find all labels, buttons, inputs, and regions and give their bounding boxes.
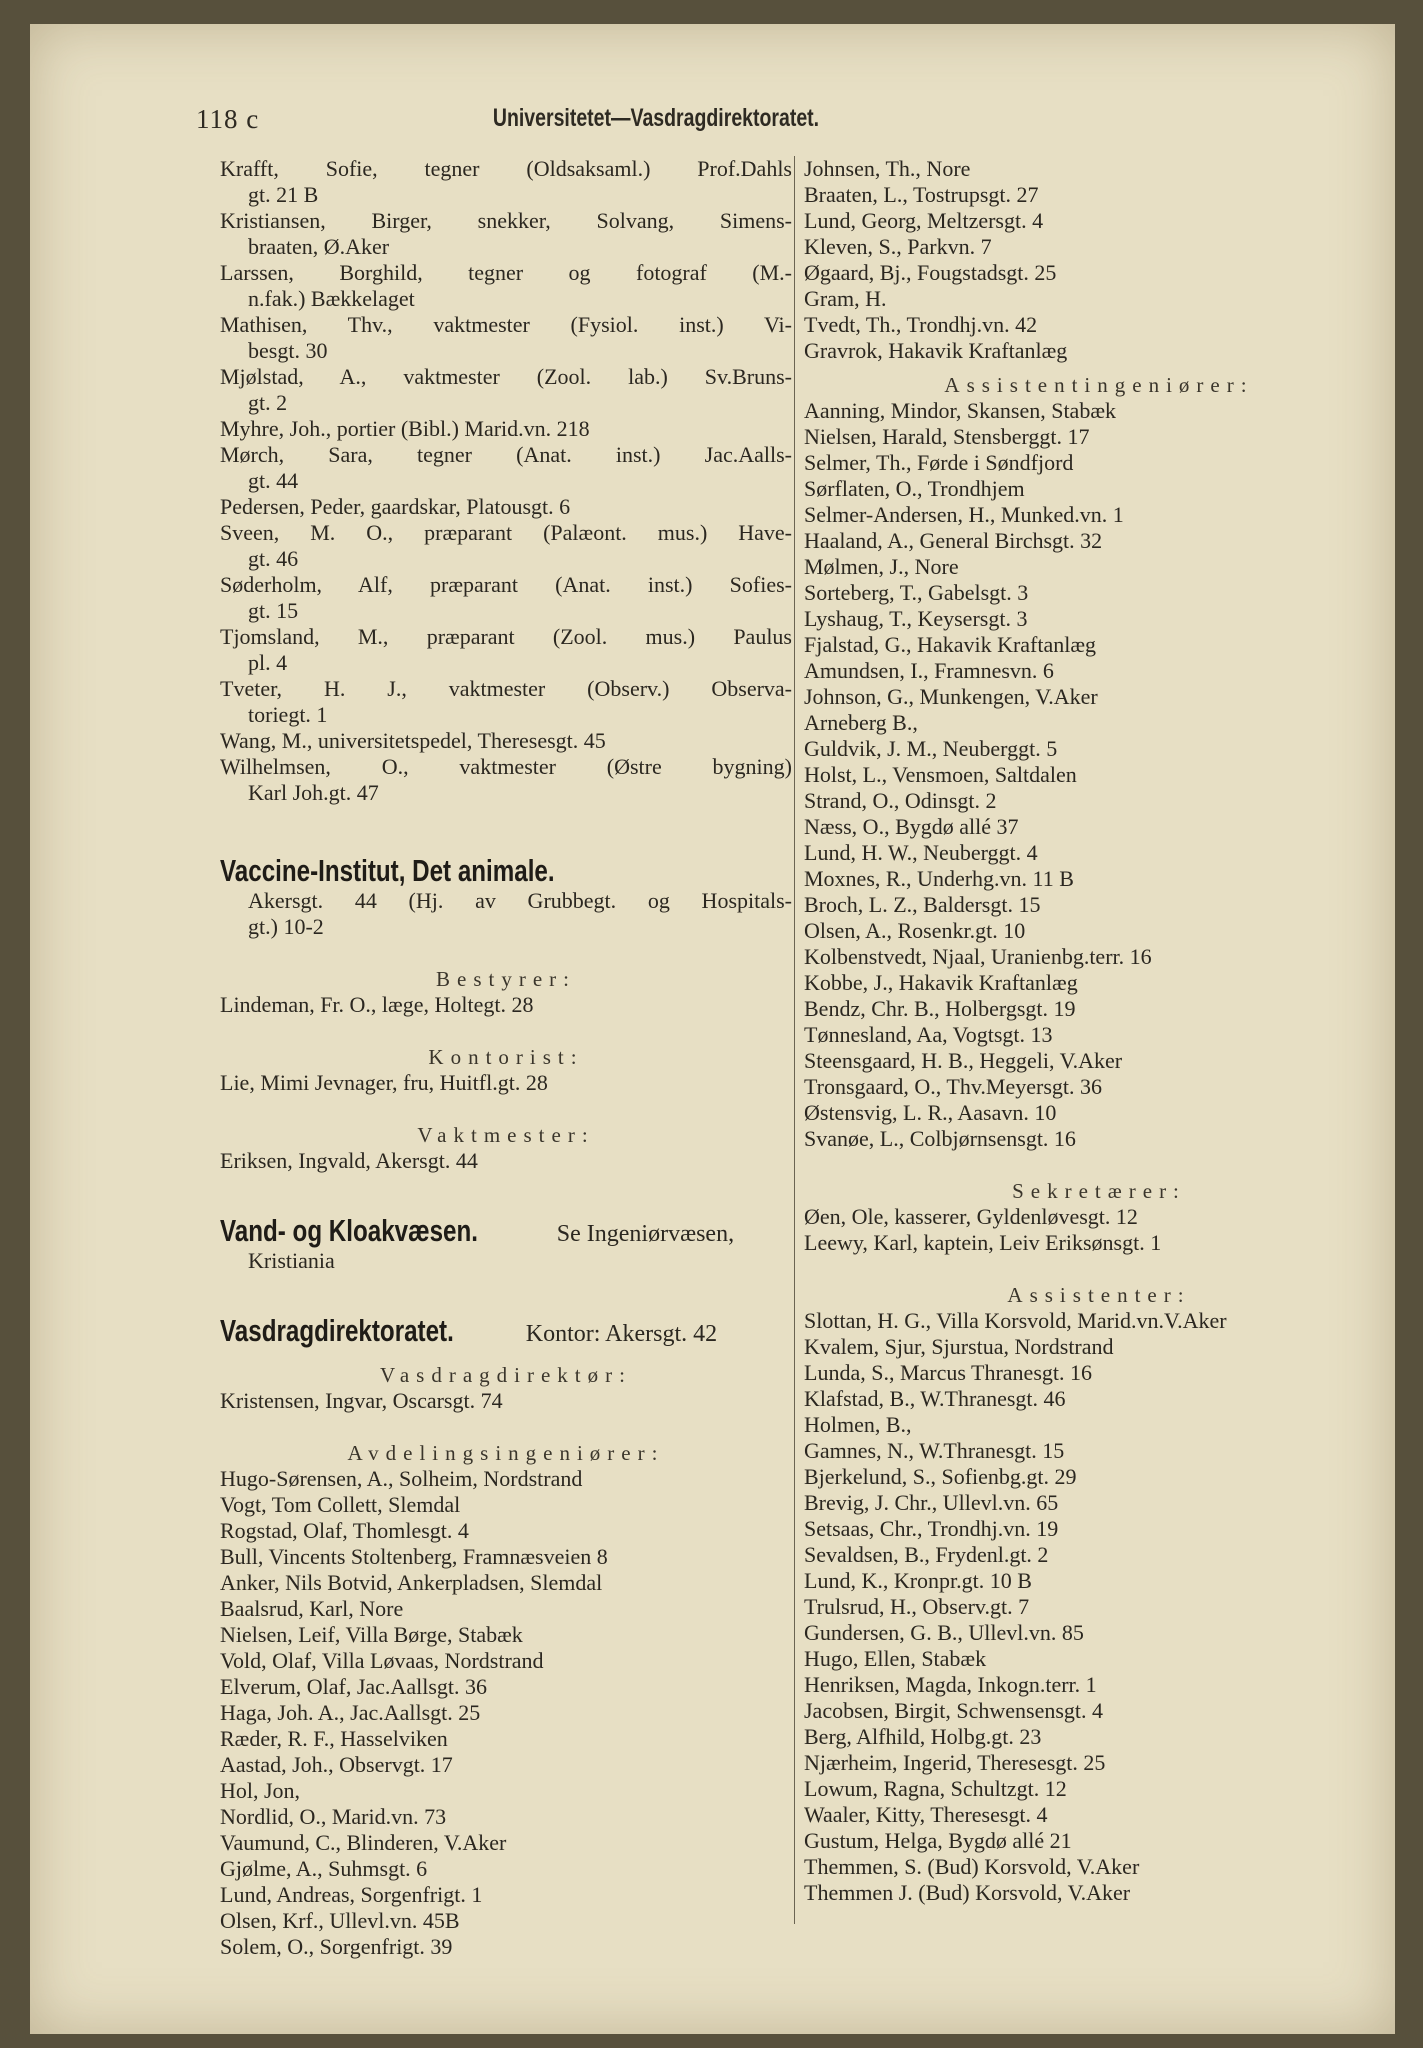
list-item: Østensvig, L. R., Aasavn. 10 bbox=[804, 1100, 1057, 1125]
list-item: Johnson, G., Munkengen, V.Aker bbox=[804, 684, 1098, 709]
list-item bbox=[220, 754, 792, 806]
list-item: Olsen, Krf., Ullevl.vn. 45B bbox=[220, 1908, 460, 1933]
list-item: Lund, K., Kronpr.gt. 10 B bbox=[804, 1568, 1032, 1593]
list-item: Gjølme, A., Suhmsgt. 6 bbox=[220, 1856, 428, 1881]
continued-engineer-list bbox=[804, 156, 1394, 364]
page-number: 118 c bbox=[196, 104, 260, 134]
vaccine-heading bbox=[220, 854, 792, 888]
list-item: Selmer-Andersen, H., Munked.vn. 1 bbox=[804, 502, 1124, 527]
entry-line: Tjomsland, M., præparant (Zool. mus.) Paulus bbox=[220, 624, 792, 649]
entry-line: Mathisen, Thv., vaktmester (Fysiol. inst.) Vi- bbox=[220, 312, 792, 337]
list-item: Tvedt, Th., Trondhj.vn. 42 bbox=[804, 312, 1038, 337]
list-item: Hugo-Sørensen, A., Solheim, Nordstrand bbox=[220, 1466, 583, 1491]
entry-line: Sveen, M. O., præparant (Palæont. mus.) Have- bbox=[220, 520, 792, 545]
list-item: Haaland, A., General Birchsgt. 32 bbox=[804, 528, 1103, 553]
direktor-heading: Vasdragdirektør: bbox=[380, 1363, 632, 1387]
sekretaerer-list bbox=[804, 1204, 1394, 1256]
left-column bbox=[220, 156, 792, 1960]
entry-line: Søderholm, Alf, præparant (Anat. inst.) Sofies- bbox=[220, 572, 792, 597]
list-item: Kobbe, J., Hakavik Kraftanlæg bbox=[804, 970, 1078, 995]
avdelingsingeniorer-heading: Avdelingsingeniører: bbox=[347, 1441, 665, 1465]
list-item bbox=[220, 728, 792, 754]
list-item: Lunda, S., Marcus Thranesgt. 16 bbox=[804, 1360, 1092, 1385]
list-item: Kvalem, Sjur, Sjurstua, Nordstrand bbox=[804, 1334, 1114, 1359]
bestyrer-heading: Bestyrer: bbox=[436, 967, 576, 991]
bestyrer-entry: Lindeman, Fr. O., læge, Holtegt. 28 bbox=[220, 992, 534, 1017]
list-item: Holst, L., Vensmoen, Saltdalen bbox=[804, 762, 1077, 787]
list-item: Bull, Vincents Stoltenberg, Framnæsveien 8 bbox=[220, 1544, 608, 1569]
right-column bbox=[804, 156, 1394, 1906]
vaccine-address-cont: gt.) 10-2 bbox=[248, 914, 324, 939]
entry-line: Wang, M., universitetspedel, Theresesgt. 45 bbox=[220, 728, 606, 753]
list-item: Slottan, H. G., Villa Korsvold, Marid.vn.V.Aker bbox=[804, 1308, 1227, 1333]
list-item: Øgaard, Bj., Fougstadsgt. 25 bbox=[804, 260, 1057, 285]
list-item: Aanning, Mindor, Skansen, Stabæk bbox=[804, 398, 1116, 423]
entry-line: Pedersen, Peder, gaardskar, Platousgt. 6 bbox=[220, 494, 571, 519]
assistenter-heading: Assistenter: bbox=[1007, 1283, 1191, 1307]
list-item: Strand, O., Odinsgt. 2 bbox=[804, 788, 997, 813]
list-item: Setsaas, Chr., Trondhj.vn. 19 bbox=[804, 1516, 1059, 1541]
entry-continuation: gt. 44 bbox=[248, 468, 299, 493]
vaccine-address: Akersgt. 44 (Hj. av Grubbegt. og Hospitals- bbox=[248, 888, 792, 913]
list-item: Jacobsen, Birgit, Schwensensgt. 4 bbox=[804, 1698, 1104, 1723]
column-divider bbox=[794, 156, 795, 1924]
list-item: Solem, O., Sorgenfrigt. 39 bbox=[220, 1934, 453, 1959]
list-item bbox=[220, 624, 792, 676]
assistentingeniorer-heading: Assistentingeniører: bbox=[944, 373, 1254, 397]
list-item: Lund, Andreas, Sorgenfrigt. 1 bbox=[220, 1882, 483, 1907]
entry-line: Tveter, H. J., vaktmester (Observ.) Observa- bbox=[220, 676, 792, 701]
entry-continuation: gt. 15 bbox=[248, 598, 299, 623]
list-item: Holmen, B., bbox=[804, 1412, 912, 1437]
list-item: Haga, Joh. A., Jac.Aallsgt. 25 bbox=[220, 1700, 481, 1725]
list-item: Nielsen, Harald, Stensberggt. 17 bbox=[804, 424, 1090, 449]
vaccine-title: Vaccine-Institut, Det animale. bbox=[220, 853, 555, 888]
entry-continuation: braaten, Ø.Aker bbox=[248, 234, 390, 259]
vasdrag-office: Kontor: Akersgt. 42 bbox=[519, 1321, 718, 1347]
list-item: Johnsen, Th., Nore bbox=[804, 156, 971, 181]
entry-line: Kristiansen, Birger, snekker, Solvang, Simens- bbox=[220, 208, 792, 233]
list-item bbox=[220, 494, 792, 520]
list-item: Gamnes, N., W.Thranesgt. 15 bbox=[804, 1438, 1065, 1463]
list-item: Aastad, Joh., Observgt. 17 bbox=[220, 1752, 453, 1777]
assistentingeniorer-list bbox=[804, 398, 1394, 1152]
list-item bbox=[220, 416, 792, 442]
list-item: Amundsen, I., Framnesvn. 6 bbox=[804, 658, 1054, 683]
entry-line: Myhre, Joh., portier (Bibl.) Marid.vn. 218 bbox=[220, 416, 590, 441]
vand-reference: Se Ingeniørvæsen, bbox=[550, 1221, 735, 1247]
list-item: Lund, Georg, Meltzersgt. 4 bbox=[804, 208, 1044, 233]
assistenter-list bbox=[804, 1308, 1394, 1906]
list-item: Baalsrud, Karl, Nore bbox=[220, 1596, 404, 1621]
vaktmester-entry: Eriksen, Ingvald, Akersgt. 44 bbox=[220, 1148, 478, 1173]
entry-line: Krafft, Sofie, tegner (Oldsaksaml.) Prof.Dahls bbox=[220, 156, 792, 181]
page-header bbox=[196, 104, 1016, 140]
list-item: Anker, Nils Botvid, Ankerpladsen, Slemdal bbox=[220, 1570, 603, 1595]
vand-reference-cont: Kristiania bbox=[248, 1248, 335, 1273]
list-item: Vold, Olaf, Villa Løvaas, Nordstrand bbox=[220, 1648, 544, 1673]
list-item: Svanøe, L., Colbjørnsensgt. 16 bbox=[804, 1126, 1076, 1151]
entry-line: Larssen, Borghild, tegner og fotograf (M.- bbox=[220, 260, 792, 285]
list-item: Broch, L. Z., Baldersgt. 15 bbox=[804, 892, 1041, 917]
list-item: Fjalstad, G., Hakavik Kraftanlæg bbox=[804, 632, 1097, 657]
kontorist-heading: Kontorist: bbox=[428, 1045, 584, 1069]
list-item: Leewy, Karl, kaptein, Leiv Eriksønsgt. 1 bbox=[804, 1230, 1162, 1255]
list-item: Hugo, Ellen, Stabæk bbox=[804, 1646, 987, 1671]
list-item: Mølmen, J., Nore bbox=[804, 554, 959, 579]
list-item: Bendz, Chr. B., Holbergsgt. 19 bbox=[804, 996, 1076, 1021]
list-item: Bjerkelund, S., Sofienbg.gt. 29 bbox=[804, 1464, 1077, 1489]
vasdrag-heading bbox=[220, 1314, 792, 1348]
vand-title: Vand- og Kloakvæsen. bbox=[220, 1213, 478, 1248]
list-item: Braaten, L., Tostrupsgt. 27 bbox=[804, 182, 1039, 207]
list-item: Gravrok, Hakavik Kraftanlæg bbox=[804, 338, 1068, 363]
entry-line: Mørch, Sara, tegner (Anat. inst.) Jac.Aalls- bbox=[220, 442, 792, 467]
sekretaerer-heading: Sekretærer: bbox=[1012, 1179, 1186, 1203]
list-item: Moxnes, R., Underhg.vn. 11 B bbox=[804, 866, 1074, 891]
entry-continuation: gt. 2 bbox=[248, 390, 288, 415]
directory-page bbox=[30, 24, 1395, 2034]
list-item: Ræder, R. F., Hasselviken bbox=[220, 1726, 448, 1751]
list-item: Njærheim, Ingerid, Theresesgt. 25 bbox=[804, 1750, 1106, 1775]
list-item: Gram, H. bbox=[804, 286, 887, 311]
list-item: Gundersen, G. B., Ullevl.vn. 85 bbox=[804, 1620, 1084, 1645]
list-item: Trulsrud, H., Observ.gt. 7 bbox=[804, 1594, 1030, 1619]
list-item: Elverum, Olaf, Jac.Aallsgt. 36 bbox=[220, 1674, 487, 1699]
direktor-entry: Kristensen, Ingvar, Oscarsgt. 74 bbox=[220, 1388, 503, 1413]
kontorist-entry: Lie, Mimi Jevnager, fru, Huitfl.gt. 28 bbox=[220, 1070, 548, 1095]
list-item bbox=[220, 676, 792, 728]
avdelingsingeniorer-list bbox=[220, 1466, 792, 1960]
list-item: Themmen, S. (Bud) Korsvold, V.Aker bbox=[804, 1854, 1140, 1879]
list-item: Hol, Jon, bbox=[220, 1778, 301, 1803]
entry-line: Mjølstad, A., vaktmester (Zool. lab.) Sv.Bruns- bbox=[220, 364, 792, 389]
list-item: Brevig, J. Chr., Ullevl.vn. 65 bbox=[804, 1490, 1059, 1515]
list-item: Vaumund, C., Blinderen, V.Aker bbox=[220, 1830, 507, 1855]
list-item bbox=[220, 442, 792, 494]
list-item: Tønnesland, Aa, Vogtsgt. 13 bbox=[804, 1022, 1053, 1047]
list-item bbox=[220, 312, 792, 364]
list-item: Waaler, Kitty, Theresesgt. 4 bbox=[804, 1802, 1048, 1827]
list-item: Gustum, Helga, Bygdø allé 21 bbox=[804, 1828, 1072, 1853]
list-item: Sevaldsen, B., Frydenl.gt. 2 bbox=[804, 1542, 1049, 1567]
list-item: Rogstad, Olaf, Thomlesgt. 4 bbox=[220, 1518, 469, 1543]
list-item: Lowum, Ragna, Schultzgt. 12 bbox=[804, 1776, 1067, 1801]
list-item bbox=[220, 572, 792, 624]
list-item: Kolbenstvedt, Njaal, Uranienbg.terr. 16 bbox=[804, 944, 1152, 969]
list-item: Henriksen, Magda, Inkogn.terr. 1 bbox=[804, 1672, 1097, 1697]
entry-continuation: toriegt. 1 bbox=[248, 702, 328, 727]
university-staff-list bbox=[220, 156, 792, 806]
entry-line: Wilhelmsen, O., vaktmester (Østre bygning) bbox=[220, 754, 792, 779]
list-item: Klafstad, B., W.Thranesgt. 46 bbox=[804, 1386, 1066, 1411]
vand-heading bbox=[220, 1214, 792, 1248]
running-title: Universitetet—Vasdragdirektoratet. bbox=[492, 104, 820, 132]
entry-continuation: pl. 4 bbox=[248, 650, 288, 675]
list-item: Arneberg B., bbox=[804, 710, 918, 735]
list-item bbox=[220, 156, 792, 208]
list-item: Sørflaten, O., Trondhjem bbox=[804, 476, 1025, 501]
list-item bbox=[220, 520, 792, 572]
vaktmester-heading: Vaktmester: bbox=[417, 1123, 595, 1147]
list-item: Guldvik, J. M., Neuberggt. 5 bbox=[804, 736, 1058, 761]
vasdrag-title: Vasdragdirektoratet. bbox=[220, 1313, 454, 1348]
list-item: Vogt, Tom Collett, Slemdal bbox=[220, 1492, 461, 1517]
entry-continuation: gt. 46 bbox=[248, 546, 299, 571]
list-item: Berg, Alfhild, Holbg.gt. 23 bbox=[804, 1724, 1042, 1749]
entry-continuation: gt. 21 B bbox=[248, 182, 319, 207]
list-item: Nordlid, O., Marid.vn. 73 bbox=[220, 1804, 447, 1829]
list-item: Themmen J. (Bud) Korsvold, V.Aker bbox=[804, 1880, 1131, 1905]
list-item: Tronsgaard, O., Thv.Meyersgt. 36 bbox=[804, 1074, 1102, 1099]
entry-continuation: n.fak.) Bækkelaget bbox=[248, 286, 415, 311]
entry-continuation: Karl Joh.gt. 47 bbox=[248, 780, 379, 805]
list-item bbox=[220, 208, 792, 260]
list-item: Selmer, Th., Førde i Søndfjord bbox=[804, 450, 1074, 475]
list-item bbox=[220, 260, 792, 312]
list-item: Lyshaug, T., Keysersgt. 3 bbox=[804, 606, 1028, 631]
list-item: Steensgaard, H. B., Heggeli, V.Aker bbox=[804, 1048, 1123, 1073]
list-item: Næss, O., Bygdø allé 37 bbox=[804, 814, 1019, 839]
list-item: Sorteberg, T., Gabelsgt. 3 bbox=[804, 580, 1029, 605]
list-item: Nielsen, Leif, Villa Børge, Stabæk bbox=[220, 1622, 523, 1647]
list-item: Lund, H. W., Neuberggt. 4 bbox=[804, 840, 1038, 865]
list-item: Olsen, A., Rosenkr.gt. 10 bbox=[804, 918, 1026, 943]
list-item: Kleven, S., Parkvn. 7 bbox=[804, 234, 992, 259]
entry-continuation: besgt. 30 bbox=[248, 338, 328, 363]
list-item: Øen, Ole, kasserer, Gyldenløvesgt. 12 bbox=[804, 1204, 1138, 1229]
list-item bbox=[220, 364, 792, 416]
